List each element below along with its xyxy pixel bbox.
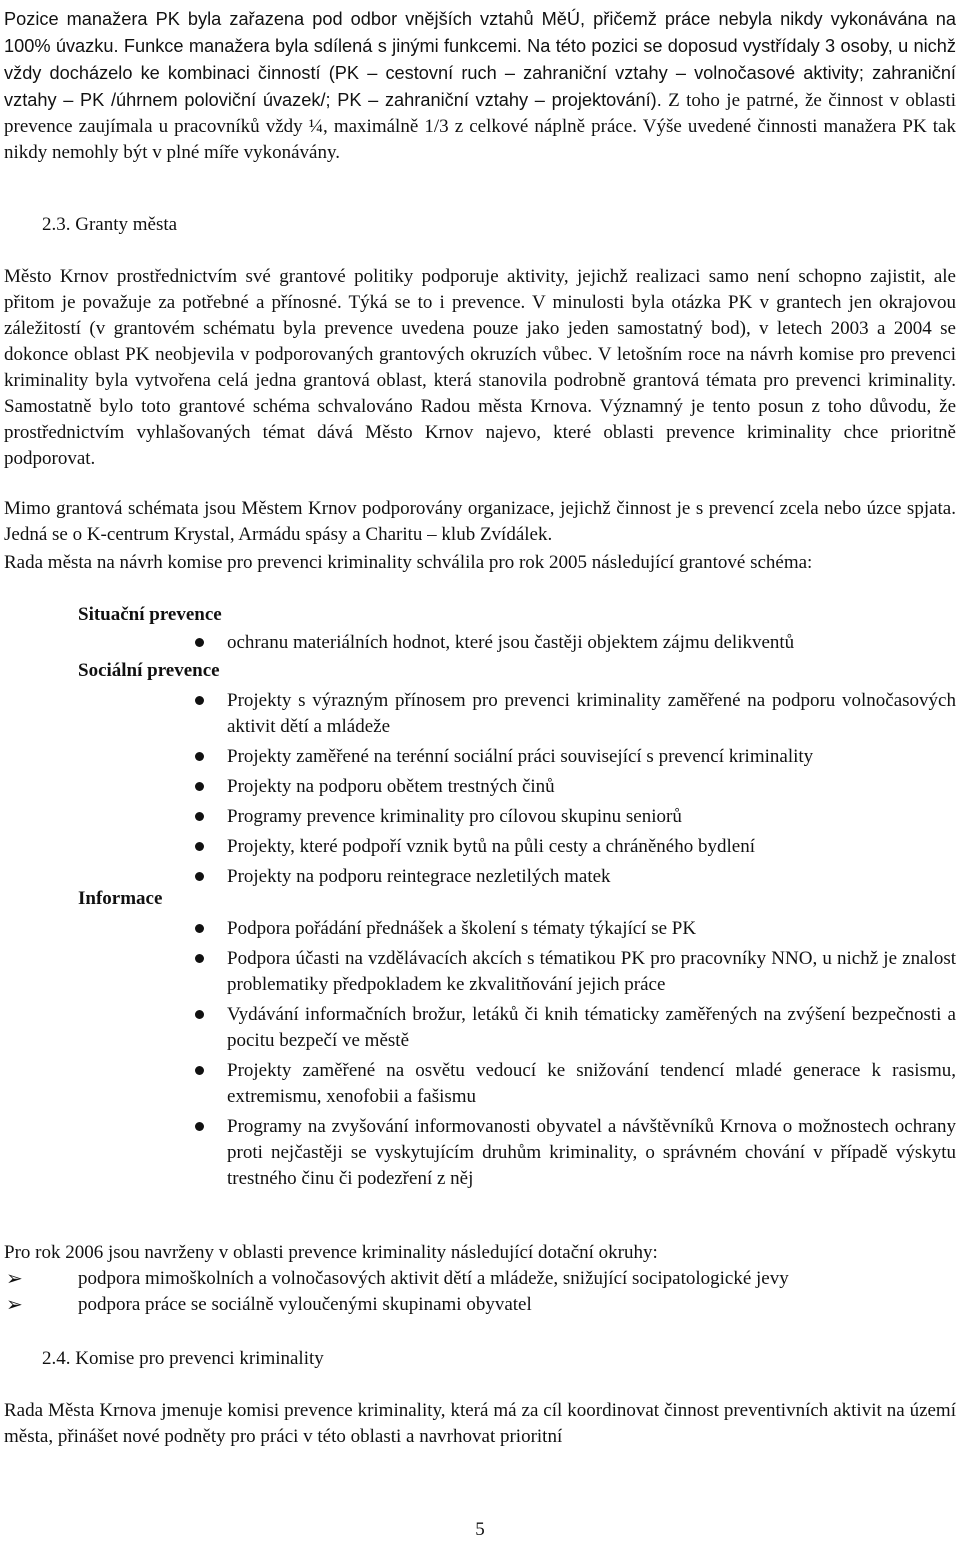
commission-paragraph: Rada Města Krnova jmenuje komisi prevence kriminality, která má za cíl koordinovat činnost preventivních aktivit na území města, přinášet nové podněty pro práci v této oblasti a navrhovat prioritní: [4, 1400, 956, 1447]
bullet-icon: [195, 954, 204, 963]
intro-part-a: Pozice manažera PK byla zařazena pod odbor vnějších vztahů MěÚ, přičemž práce nebyla nikdy vykonávána na 100% úvazku. Funkce manažera byla sdílená s jinými funkcemi. Na této pozici se doposud vystřídaly 3 osoby, u nichž vždy docházelo ke kombinaci činností (PK – cestovní ruch – zahraniční vztahy – volnočasové aktivity; zahraniční vztahy – PK /úhrnem poloviční úvazek/; PK – zahraniční vztahy – projektování).: [4, 9, 956, 110]
list-item: ochranu materiálních hodnot, které jsou častěji objektem zájmu delikventů: [4, 630, 956, 656]
arrow-bullet-icon: ➢: [6, 1294, 23, 1316]
category-information: Informace: [78, 888, 163, 909]
list-item: Projekty na podporu reintegrace nezletilých matek: [4, 864, 956, 890]
list-item: Projekty zaměřené na terénní sociální práci související s prevencí kriminality: [4, 744, 956, 770]
bullet-icon: [195, 638, 204, 647]
section-heading-commission: 2.4. Komise pro prevenci kriminality: [42, 1348, 324, 1369]
list-item: Podpora účasti na vzdělávacích akcích s tématikou PK pro pracovníky NNO, u nichž je znalost problematiky předpokladem ke zkvalitňování jejich práce: [4, 946, 956, 998]
category-social: Sociální prevence: [78, 660, 220, 681]
page-number: 5: [475, 1519, 485, 1540]
bullet-icon: [195, 872, 204, 881]
category-situational: Situační prevence: [78, 604, 222, 625]
grants-paragraph-3: Rada města na návrh komise pro prevenci kriminality schválila pro rok 2005 následující grantové schéma:: [4, 552, 813, 573]
bullet-icon: [195, 782, 204, 791]
information-list: [4, 916, 956, 1196]
list-item: ➢ podpora práce se sociálně vyloučenými skupinami obyvatel: [6, 1294, 532, 1316]
list-item: ➢ podpora mimoškolních a volnočasových aktivit dětí a mládeže, snižující socipatologické jevy: [6, 1268, 789, 1290]
list-item: Vydávání informačních brožur, letáků či knih tématicky zaměřených na zvýšení bezpečnosti a pocitu bezpečí ve městě: [4, 1002, 956, 1054]
bullet-icon: [195, 842, 204, 851]
list-item: Projekty s výrazným přínosem pro prevenci kriminality zaměřené na podporu volnočasových aktivit dětí a mládeže: [4, 688, 956, 740]
grants-paragraph-2: Mimo grantová schémata jsou Městem Krnov podporovány organizace, jejichž činnost je s prevencí zcela nebo úzce spjata. Jedná se o K-centrum Krystal, Armádu spásy a Charitu – klub Zvídálek.: [4, 498, 956, 545]
bullet-icon: [195, 696, 204, 705]
intro-part-b: Z toho je patrné, že činnost v oblasti prevence zaujímala u pracovníků vždy ¼, maximálně 1/3 z celkové náplně práce. Výše uvedené činnosti manažera PK tak nikdy nemohly být v plné míře vykonávány.: [4, 90, 957, 163]
list-item: Projekty na podporu obětem trestných činů: [4, 774, 956, 800]
plan-2006-list: [4, 1266, 956, 1318]
section-heading-grants: 2.3. Granty města: [42, 214, 178, 235]
situational-list: [4, 630, 956, 660]
bullet-icon: [195, 752, 204, 761]
bullet-icon: [195, 924, 204, 933]
list-item: Projekty zaměřené na osvětu vedoucí ke snižování tendencí mladé generace k rasismu, extremismu, xenofobii a fašismu: [4, 1058, 956, 1110]
bullet-icon: [195, 1066, 204, 1075]
intro-paragraph: [4, 6, 956, 166]
list-item: Podpora pořádání přednášek a školení s tématy týkající se PK: [4, 916, 956, 942]
bullet-icon: [195, 1122, 204, 1131]
list-item: Projekty, které podpoří vznik bytů na půli cesty a chráněného bydlení: [4, 834, 956, 860]
list-item: Programy na zvyšování informovanosti obyvatel a návštěvníků Krnova o možnostech ochrany proti nejčastěji se vyskytujícím druhům kriminality, o správném chování v případě výskytu trestného činu či podezření z něj: [4, 1114, 956, 1192]
list-item: Programy prevence kriminality pro cílovou skupinu seniorů: [4, 804, 956, 830]
social-list: [4, 688, 956, 894]
bullet-icon: [195, 1010, 204, 1019]
grants-paragraph: Město Krnov prostřednictvím své grantové politiky podporuje aktivity, jejichž realizaci samo není schopno zajistit, ale přitom je považuje za potřebné a přínosné. Týká se to i prevence. V minulosti byla otázka PK v grantech jen okrajovou záležitostí (v grantovém schématu byla prevence uvedena pouze jako jeden samostatný bod), v letech 2003 a 2004 se dokonce oblast PK neobjevila v podporovaných grantových okruzích vůbec. V letošním roce na návrh komise pro prevenci kriminality byla vytvořena celá jedna grantová oblast, která stanovila podrobně grantová témata pro prevenci kriminality. Samostatně bylo toto grantové schéma schvalováno Radou města Krnova. Významný je tento posun z toho důvodu, že prostřednictvím vyhlašovaných témat dává Město Krnov najevo, které oblasti prevence kriminality chce prioritně podporovat.: [4, 266, 956, 469]
plan-2006-intro: Pro rok 2006 jsou navrženy v oblasti prevence kriminality následující dotační okruhy:: [4, 1242, 658, 1263]
bullet-icon: [195, 812, 204, 821]
arrow-bullet-icon: ➢: [6, 1268, 23, 1290]
